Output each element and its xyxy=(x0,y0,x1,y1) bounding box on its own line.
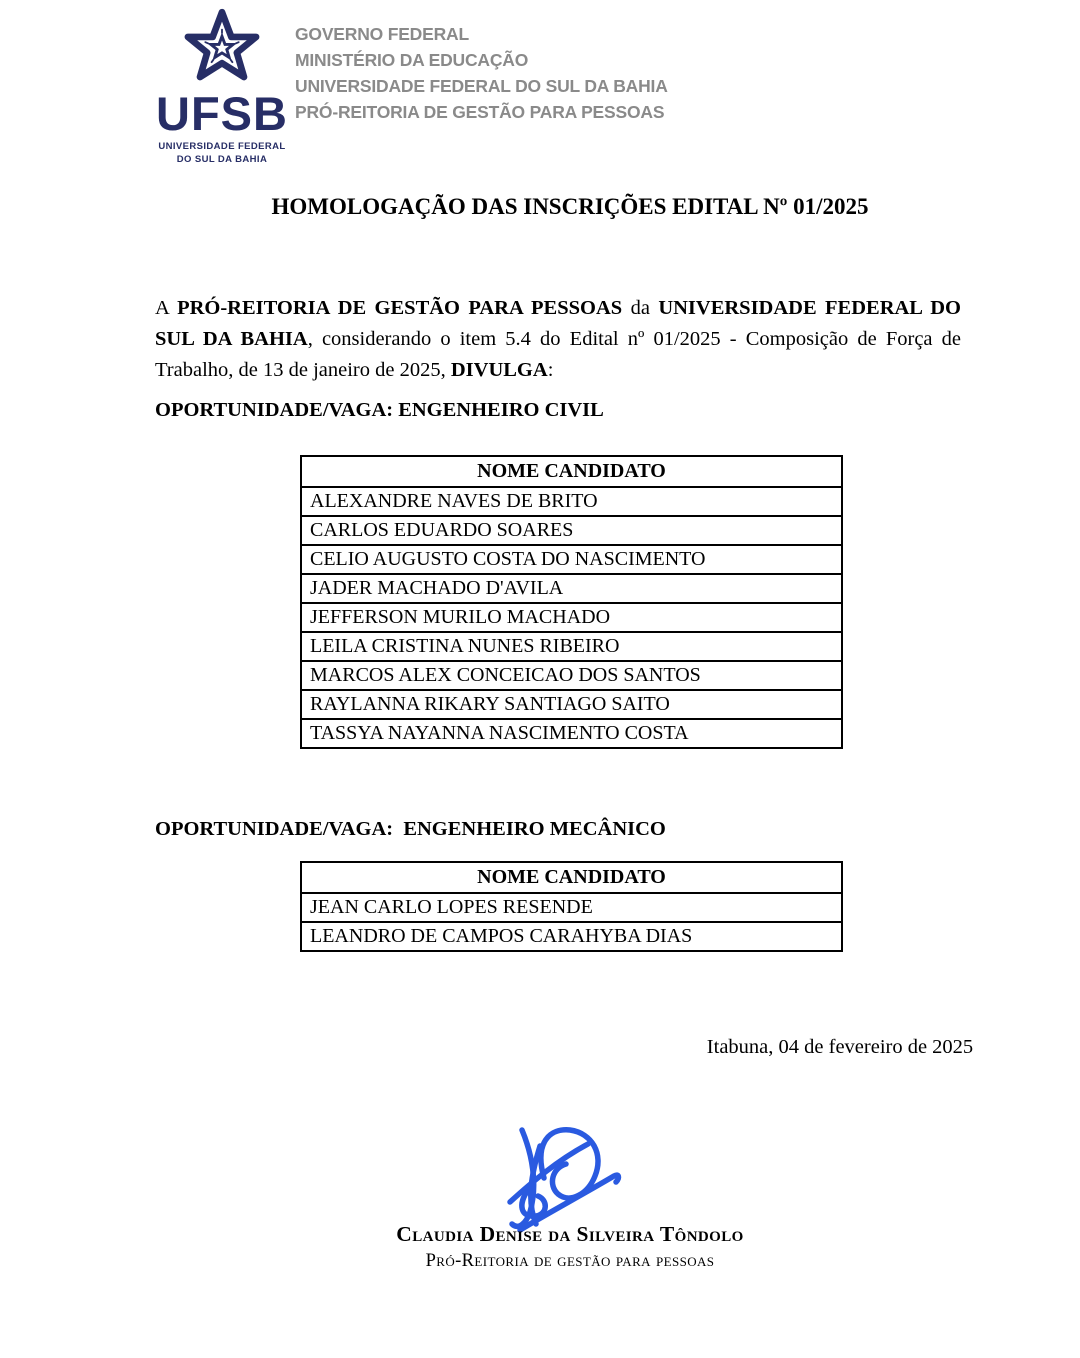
section-heading-engenheiro-mecanico: OPORTUNIDADE/VAGA: ENGENHEIRO MECÂNICO xyxy=(155,818,666,840)
candidate-row xyxy=(301,893,842,922)
government-header xyxy=(295,21,668,125)
candidate-name-cell: JEFFERSON MURILO MACHADO xyxy=(301,603,842,632)
gov-line-ministerio: MINISTÉRIO DA EDUCAÇÃO xyxy=(295,50,529,70)
candidate-row xyxy=(301,922,842,951)
candidate-row xyxy=(301,661,842,690)
candidate-name-cell: JEAN CARLO LOPES RESENDE xyxy=(301,893,842,922)
intro-segment: da xyxy=(622,296,659,319)
candidate-name-cell: JADER MACHADO D'AVILA xyxy=(301,574,842,603)
intro-paragraph xyxy=(155,293,961,386)
logo-subtitle-line1: UNIVERSIDADE FEDERAL xyxy=(158,141,286,152)
section-heading-engenheiro-civil: OPORTUNIDADE/VAGA: ENGENHEIRO CIVIL xyxy=(155,399,604,421)
intro-segment: UNIVERSIDADE FEDERAL DO SUL DA BAHIA xyxy=(155,296,961,350)
ufsb-star-flower-icon xyxy=(180,8,264,88)
candidate-row xyxy=(301,487,842,516)
candidate-name-cell: CARLOS EDUARDO SOARES xyxy=(301,516,842,545)
intro-segment: : xyxy=(547,358,554,381)
candidate-row xyxy=(301,632,842,661)
candidate-row xyxy=(301,545,842,574)
candidates-table-engenheiro-civil xyxy=(300,455,843,749)
gov-line-pro-reitoria: PRÓ-REITORIA DE GESTÃO PARA PESSOAS xyxy=(295,102,665,122)
ufsb-logo xyxy=(148,8,296,166)
candidate-row xyxy=(301,574,842,603)
candidate-name-cell: LEANDRO DE CAMPOS CARAHYBA DIAS xyxy=(301,922,842,951)
candidate-name-cell: ALEXANDRE NAVES DE BRITO xyxy=(301,487,842,516)
table-header-row xyxy=(301,862,842,893)
candidate-name-cell: TASSYA NAYANNA NASCIMENTO COSTA xyxy=(301,719,842,748)
intro-segment: , considerando o item 5.4 do Edital nº 01/2025 - Composição de Força de Trabalho, de 13 de janeiro de 2025, xyxy=(155,327,961,381)
gov-line-governo-federal: GOVERNO FEDERAL xyxy=(295,24,469,44)
logo-acronym: UFSB xyxy=(156,87,288,140)
column-header-nome-candidato: NOME CANDIDATO xyxy=(301,456,842,487)
signatory-name: Claudia Denise da Silveira Tôndolo xyxy=(396,1222,744,1246)
candidate-name-cell: MARCOS ALEX CONCEICAO DOS SANTOS xyxy=(301,661,842,690)
candidate-name-cell: CELIO AUGUSTO COSTA DO NASCIMENTO xyxy=(301,545,842,574)
signatory-role: Pró-Reitoria de gestão para pessoas xyxy=(425,1251,715,1271)
logo-subtitle-line2: DO SUL DA BAHIA xyxy=(176,153,268,165)
table-header-row xyxy=(301,456,842,487)
column-header-nome-candidato: NOME CANDIDATO xyxy=(301,862,842,893)
intro-segment: A xyxy=(155,296,178,319)
intro-segment: DIVULGA xyxy=(450,358,548,381)
gov-line-universidade: UNIVERSIDADE FEDERAL DO SUL DA BAHIA xyxy=(295,76,668,96)
document-title: HOMOLOGAÇÃO DAS INSCRIÇÕES EDITAL Nº 01/2025 xyxy=(271,194,869,219)
candidate-row xyxy=(301,690,842,719)
candidate-row xyxy=(301,516,842,545)
candidates-table-engenheiro-mecanico xyxy=(300,861,843,952)
candidate-name-cell: LEILA CRISTINA NUNES RIBEIRO xyxy=(301,632,842,661)
candidate-row xyxy=(301,603,842,632)
date-place-line: Itabuna, 04 de fevereiro de 2025 xyxy=(706,1036,974,1058)
candidate-row xyxy=(301,719,842,748)
intro-segment: PRÓ-REITORIA DE GESTÃO PARA PESSOAS xyxy=(177,296,623,319)
candidate-name-cell: RAYLANNA RIKARY SANTIAGO SAITO xyxy=(301,690,842,719)
